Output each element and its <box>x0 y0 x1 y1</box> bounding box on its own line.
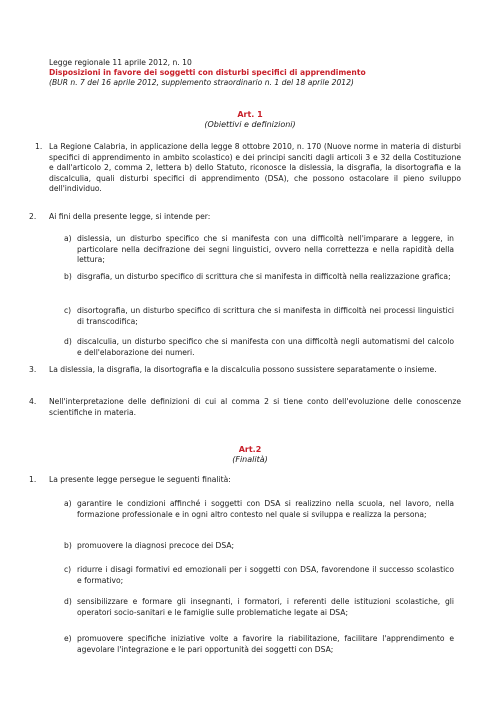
item-text: disgrafia, un disturbo specifico di scrittura che si manifesta in difficoltà nella realizzazione grafica; <box>77 272 451 281</box>
article-1-paragraph-1 <box>29 142 461 195</box>
item-text: promuovere specifiche iniziative volte a favorire la riabilitazione, facilitare l'apprendimento e agevolare l'integrazione e le pari opportunità dei soggetti con DSA; <box>77 634 454 654</box>
item-text: disortografia, un disturbo specifico di scrittura che si manifesta in difficoltà nei processi linguistici di transcodifica; <box>77 306 454 326</box>
item-marker: c) <box>64 306 72 315</box>
paragraph-marker: 1. <box>29 475 37 484</box>
article-1-item-a <box>64 234 454 266</box>
item-text: promuovere la diagnosi precoce dei DSA; <box>77 541 235 550</box>
item-marker: d) <box>64 337 72 346</box>
item-marker: b) <box>64 272 72 281</box>
law-subject: Disposizioni in favore dei soggetti con disturbi specifici di apprendimento <box>49 68 366 77</box>
article-1-subtitle: (Obiettivi e definizioni) <box>204 120 296 129</box>
item-marker: c) <box>64 565 72 574</box>
article-1-number: Art. 1 <box>237 110 263 119</box>
article-2-heading <box>0 445 500 465</box>
article-1-item-d <box>64 337 454 358</box>
item-marker: d) <box>64 597 72 606</box>
item-text: garantire le condizioni affinché i soggetti con DSA si realizzino nella scuola, nel lavoro, nella formazione professionale e in ogni altro contesto nel quale si sviluppa e realizza la persona; <box>77 499 454 519</box>
item-marker: a) <box>64 499 72 508</box>
article-1-paragraph-2 <box>29 212 461 223</box>
article-2-item-a <box>64 499 454 520</box>
article-1-item-c <box>64 306 454 327</box>
article-1-heading <box>0 110 500 130</box>
item-marker: a) <box>64 234 72 243</box>
item-text: dislessia, un disturbo specifico che si manifesta con una difficoltà nell'imparare a leggere, in particolare nella decifrazione dei segni linguistici, ovvero nella correttezza e nella rapidità della lettura; <box>77 234 454 265</box>
paragraph-text: La presente legge persegue le seguenti finalità: <box>49 475 231 484</box>
paragraph-text: La dislessia, la disgrafia, la disortografia e la discalculia possono sussistere separatamente o insieme. <box>49 365 437 374</box>
paragraph-marker: 1. <box>35 142 43 151</box>
paragraph-text: Nell'interpretazione delle definizioni di cui al comma 2 si tiene conto dell'evoluzione delle conoscenze scientifiche in materia. <box>49 397 461 417</box>
item-text: ridurre i disagi formativi ed emozionali per i soggetti con DSA, favorendone il successo scolastico e formativo; <box>77 565 454 585</box>
paragraph-text: La Regione Calabria, in applicazione della legge 8 ottobre 2010, n. 170 (Nuove norme in materia di disturbi specifici di apprendimento in ambito scolastico) e dei principi sanciti dagli articoli 3 e 32 della Costituzione e dall'articolo 2, comma 2, lettera b) dello Statuto, riconosce la dislessia, la disgrafia, la disortografia e la discalculia, quali disturbi specifici di apprendimento (DSA), che possono ostacolare il pieno sviluppo dell'individuo. <box>49 142 461 194</box>
paragraph-text: Ai fini della presente legge, si intende per: <box>49 212 211 221</box>
item-text: discalculia, un disturbo specifico che si manifesta con una difficoltà negli automatismi del calcolo e dell'elaborazione dei numeri. <box>77 337 454 357</box>
item-text: sensibilizzare e formare gli insegnanti, i formatori, i referenti delle istituzioni scolastiche, gli operatori socio-sanitari e le famiglie sulle problematiche legate ai DSA; <box>77 597 454 617</box>
article-2-number: Art.2 <box>238 445 262 454</box>
article-1-paragraph-3 <box>29 365 461 376</box>
paragraph-marker: 2. <box>29 212 37 221</box>
bur-reference: (BUR n. 7 del 16 aprile 2012, supplemento straordinario n. 1 del 18 aprile 2012) <box>49 78 354 87</box>
article-2-item-e <box>64 634 454 655</box>
item-marker: e) <box>64 634 72 643</box>
article-1-paragraph-4 <box>29 397 461 418</box>
item-marker: b) <box>64 541 72 550</box>
article-2-subtitle: (Finalità) <box>232 455 268 464</box>
paragraph-marker: 3. <box>29 365 37 374</box>
article-2-paragraph-1 <box>29 475 461 486</box>
article-2-item-d <box>64 597 454 618</box>
article-2-item-b <box>64 541 454 552</box>
article-2-item-c <box>64 565 454 586</box>
document-header <box>49 58 469 88</box>
law-reference: Legge regionale 11 aprile 2012, n. 10 <box>49 58 192 67</box>
article-1-item-b <box>64 272 454 283</box>
paragraph-marker: 4. <box>29 397 37 406</box>
